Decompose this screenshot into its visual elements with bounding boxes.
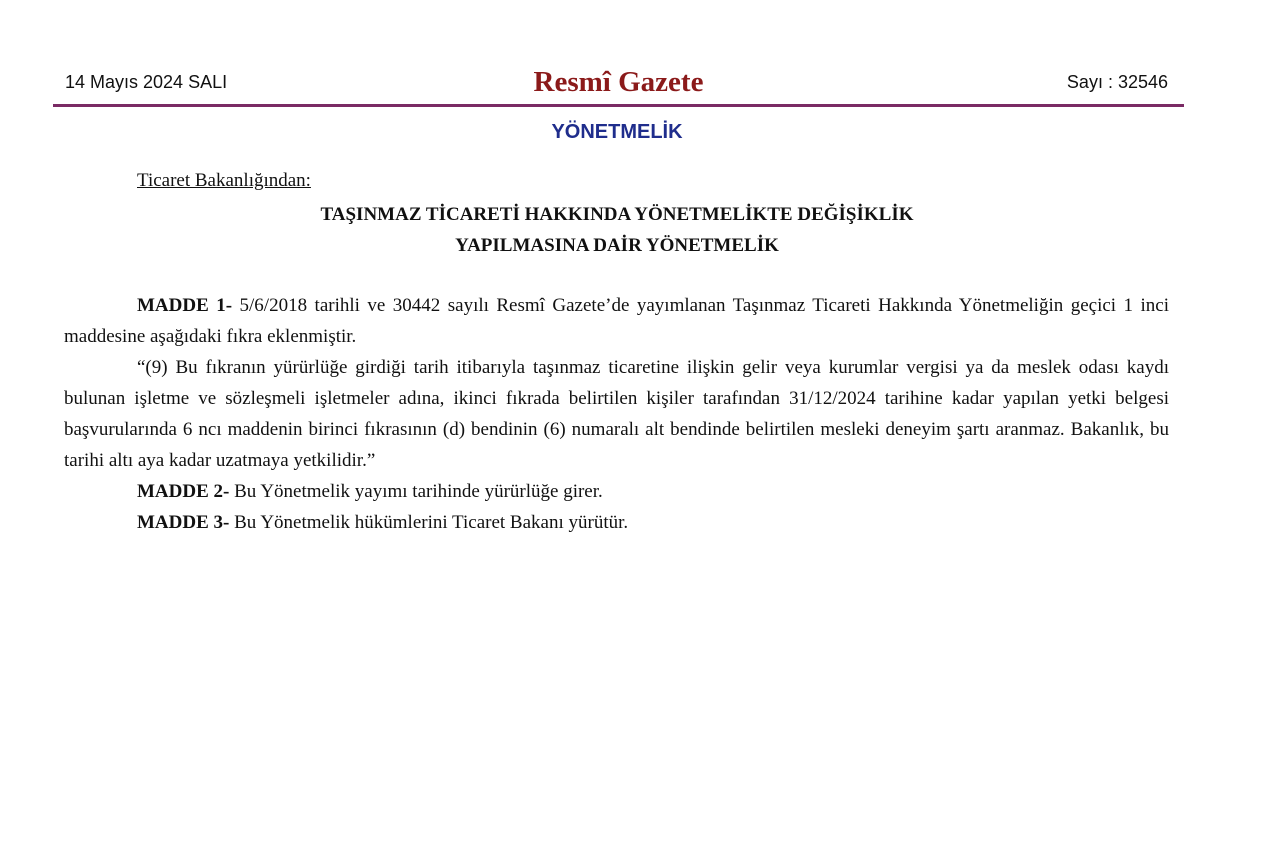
article-2 — [64, 476, 1169, 507]
article-1-added-paragraph — [64, 352, 1169, 476]
article-text: 5/6/2018 tarihli ve 30442 sayılı Resmî Gazete’de yayımlanan Taşınmaz Ticareti Hakkında Yönetmeliğin geçici 1 inci maddesine aşağıdaki fıkra eklenmiştir. — [64, 295, 1169, 347]
article-1 — [64, 290, 1169, 352]
regulation-body — [64, 290, 1169, 538]
gazette-title: Resmî Gazete — [533, 66, 704, 98]
article-label: MADDE 3- — [137, 512, 230, 533]
article-label: MADDE 1- — [137, 295, 233, 316]
regulation-title — [0, 199, 1234, 261]
section-title: YÖNETMELİK — [551, 121, 683, 143]
regulation-title-line-2: YAPILMASINA DAİR YÖNETMELİK — [455, 235, 779, 256]
article-text: “(9) Bu fıkranın yürürlüğe girdiği tarih itibarıyla taşınmaz ticaretine ilişkin gelir veya kurumlar vergisi ya da meslek odası kaydı bulunan işletme ve sözleşmeli işletmeler adına, ikinci fıkrada belirtilen kişiler tarafından 31/12/2024 tarihine kadar yapılan yetki belgesi başvurularında 6 ncı maddenin birinci fıkrasının (d) bendinin (6) numaralı alt bendinde belirtilen mesleki deneyim şartı aranmaz. Bakanlık, bu tarihi altı aya kadar uzatmaya yetkilidir.” — [64, 357, 1169, 471]
issue-number: Sayı : 32546 — [1066, 72, 1168, 92]
article-text: Bu Yönetmelik yayımı tarihinde yürürlüğe girer. — [229, 481, 603, 502]
article-3 — [64, 507, 1169, 538]
regulation-title-line-1: TAŞINMAZ TİCARETİ HAKKINDA YÖNETMELİKTE DEĞİŞİKLİK — [320, 204, 914, 225]
publication-date: 14 Mayıs 2024 SALI — [65, 72, 228, 92]
article-text: Bu Yönetmelik hükümlerini Ticaret Bakanı yürütür. — [229, 512, 629, 533]
article-label: MADDE 2- — [137, 481, 230, 502]
gazette-header — [53, 62, 1184, 107]
issuing-ministry: Ticaret Bakanlığından: — [137, 170, 311, 191]
